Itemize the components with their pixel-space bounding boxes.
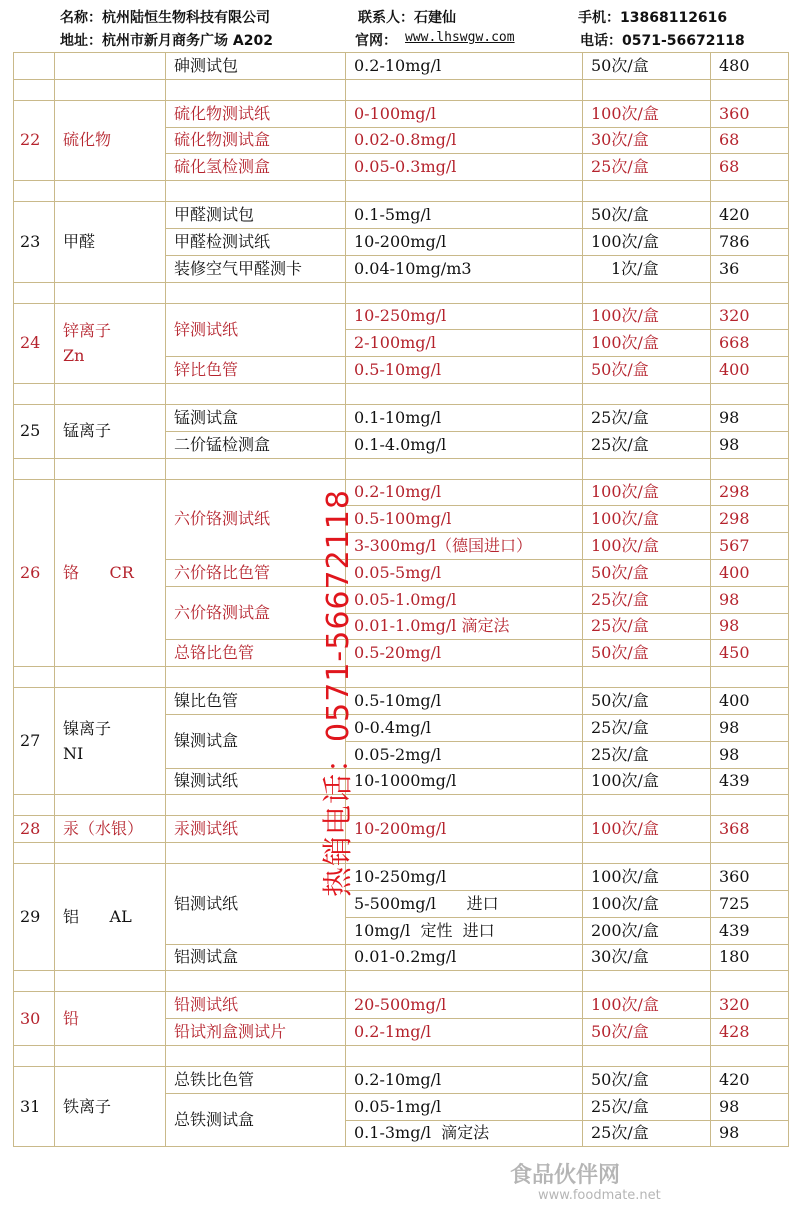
- detection-range: 0.2-10mg/l: [346, 479, 583, 506]
- logo-url: www.foodmate.net: [538, 1188, 661, 1203]
- price: 98: [711, 613, 789, 640]
- price: 420: [711, 1066, 789, 1093]
- table-row: [14, 53, 789, 80]
- item-name: 铁离子: [55, 1066, 166, 1146]
- pack-size: 25次/盒: [583, 741, 711, 768]
- price: 360: [711, 864, 789, 891]
- product-name: 甲醛检测试纸: [166, 228, 346, 255]
- mobile-number: 手机：13868112616: [578, 10, 728, 26]
- product-name: 甲醛测试包: [166, 202, 346, 229]
- price: 68: [711, 127, 789, 154]
- detection-range: 0.02-0.8mg/l: [346, 127, 583, 154]
- price: 68: [711, 154, 789, 181]
- table-row: [14, 100, 789, 127]
- item-number: 29: [14, 864, 55, 971]
- product-name: 锌测试纸: [166, 303, 346, 357]
- price: 360: [711, 100, 789, 127]
- product-name: 硫化物测试纸: [166, 100, 346, 127]
- product-name: 六价铬比色管: [166, 559, 346, 586]
- pack-size: 25次/盒: [583, 1093, 711, 1120]
- item-number: 22: [14, 100, 55, 180]
- product-name: 镍比色管: [166, 688, 346, 715]
- table-row: [14, 688, 789, 715]
- item-name: 铝 AL: [55, 864, 166, 971]
- item-number: 28: [14, 816, 55, 843]
- pack-size: 30次/盒: [583, 127, 711, 154]
- detection-range: 0.5-10mg/l: [346, 688, 583, 715]
- price: 98: [711, 431, 789, 458]
- pack-size: 50次/盒: [583, 202, 711, 229]
- page-header: [0, 0, 800, 52]
- pack-size: 25次/盒: [583, 404, 711, 431]
- product-name: 铅试剂盒测试片: [166, 1019, 346, 1046]
- price: 439: [711, 768, 789, 795]
- item-name: 甲醛: [55, 202, 166, 282]
- spacer-row: [14, 282, 789, 303]
- price: 400: [711, 688, 789, 715]
- price: 420: [711, 202, 789, 229]
- product-name: 总铬比色管: [166, 640, 346, 667]
- item-name-cn: 镍离子: [63, 718, 112, 738]
- item-name-cn: 锌离子: [63, 320, 112, 340]
- item-number: 24: [14, 303, 55, 383]
- table-row: [14, 864, 789, 891]
- product-name: 铝测试纸: [166, 864, 346, 944]
- detection-range: 0.5-10mg/l: [346, 357, 583, 384]
- price: 98: [711, 714, 789, 741]
- table-row: [14, 404, 789, 431]
- product-name: 汞测试纸: [166, 816, 346, 843]
- item-name: 锰离子: [55, 404, 166, 458]
- hotline-watermark: [312, 489, 358, 897]
- logo-text: 食品伙伴网: [510, 1163, 621, 1188]
- price: 786: [711, 228, 789, 255]
- spacer-row: [14, 843, 789, 864]
- detection-range: 0.2-10mg/l: [346, 1066, 583, 1093]
- item-name: 汞（水银）: [55, 816, 166, 843]
- pack-size: 100次/盒: [583, 506, 711, 533]
- price: 320: [711, 992, 789, 1019]
- company-name: 名称：杭州陆恒生物科技有限公司: [60, 10, 270, 26]
- phone-number: 电话：0571-56672118: [580, 33, 745, 49]
- product-name: 铝测试盒: [166, 944, 346, 971]
- pack-size: 100次/盒: [583, 479, 711, 506]
- detection-range: 0-0.4mg/l: [346, 714, 583, 741]
- table-row: [14, 816, 789, 843]
- product-name: 硫化物测试盒: [166, 127, 346, 154]
- price: 98: [711, 586, 789, 613]
- detection-range: 0.2-1mg/l: [346, 1019, 583, 1046]
- table-row: [14, 992, 789, 1019]
- company-address: 地址：杭州市新月商务广场 A202: [60, 33, 273, 49]
- pack-size: 25次/盒: [583, 613, 711, 640]
- detection-range: 0.1-3mg/l 滴定法: [346, 1120, 583, 1147]
- pack-size: 50次/盒: [583, 640, 711, 667]
- product-name: 装修空气甲醛测卡: [166, 255, 346, 282]
- price: 439: [711, 917, 789, 944]
- price: 98: [711, 404, 789, 431]
- spacer-row: [14, 1045, 789, 1066]
- spacer-row: [14, 79, 789, 100]
- pack-size: 50次/盒: [583, 1066, 711, 1093]
- product-name: 总铁测试盒: [166, 1093, 346, 1147]
- detection-range: 0.1-5mg/l: [346, 202, 583, 229]
- item-number: 23: [14, 202, 55, 282]
- price: 98: [711, 741, 789, 768]
- price: 320: [711, 303, 789, 330]
- pack-size: 1次/盒: [583, 255, 711, 282]
- item-name: [55, 303, 166, 383]
- hotline-text: 热销电话：0571-56672118: [321, 489, 356, 897]
- product-name: 总铁比色管: [166, 1066, 346, 1093]
- product-name: 硫化氢检测盒: [166, 154, 346, 181]
- detection-range: 0.5-100mg/l: [346, 506, 583, 533]
- detection-range: 0.2-10mg/l: [346, 53, 583, 80]
- spacer-row: [14, 383, 789, 404]
- price: 480: [711, 53, 789, 80]
- pack-size: 100次/盒: [583, 533, 711, 560]
- detection-range: 0.05-1.0mg/l: [346, 586, 583, 613]
- product-name: 六价铬测试纸: [166, 479, 346, 559]
- detection-range: 10-200mg/l: [346, 816, 583, 843]
- detection-range: 20-500mg/l: [346, 992, 583, 1019]
- detection-range: 0.05-0.3mg/l: [346, 154, 583, 181]
- detection-range: 0.05-1mg/l: [346, 1093, 583, 1120]
- contact-person: 联系人：石建仙: [358, 10, 456, 26]
- pack-size: 25次/盒: [583, 1120, 711, 1147]
- pack-size: 50次/盒: [583, 53, 711, 80]
- pack-size: 25次/盒: [583, 431, 711, 458]
- pack-size: 100次/盒: [583, 228, 711, 255]
- pack-size: 25次/盒: [583, 714, 711, 741]
- price: 668: [711, 330, 789, 357]
- product-name: 锰测试盒: [166, 404, 346, 431]
- item-symbol: Zn: [63, 346, 85, 366]
- detection-range: 10-250mg/l: [346, 303, 583, 330]
- pack-size: 100次/盒: [583, 303, 711, 330]
- detection-range: 10mg/l 定性 进口: [346, 917, 583, 944]
- pack-size: 200次/盒: [583, 917, 711, 944]
- price: 400: [711, 559, 789, 586]
- price: 567: [711, 533, 789, 560]
- detection-range: 0.04-10mg/m3: [346, 255, 583, 282]
- item-name: 铅: [55, 992, 166, 1046]
- pack-size: 100次/盒: [583, 890, 711, 917]
- spacer-row: [14, 181, 789, 202]
- detection-range: 10-200mg/l: [346, 228, 583, 255]
- website-link[interactable]: www.lhswgw.com: [405, 30, 515, 45]
- product-name: 砷测试包: [166, 53, 346, 80]
- item-name: [55, 688, 166, 795]
- detection-range: 0-100mg/l: [346, 100, 583, 127]
- website-label: 官网：: [355, 33, 397, 49]
- pack-size: 100次/盒: [583, 816, 711, 843]
- price: 298: [711, 479, 789, 506]
- detection-range: 2-100mg/l: [346, 330, 583, 357]
- product-name: 二价锰检测盒: [166, 431, 346, 458]
- detection-range: 0.01-0.2mg/l: [346, 944, 583, 971]
- pack-size: 50次/盒: [583, 1019, 711, 1046]
- detection-range: 10-250mg/l: [346, 864, 583, 891]
- table-row: [14, 303, 789, 330]
- item-number: 31: [14, 1066, 55, 1146]
- price: 298: [711, 506, 789, 533]
- product-name: 六价铬测试盒: [166, 586, 346, 640]
- detection-range: 5-500mg/l 进口: [346, 890, 583, 917]
- price-table: [13, 52, 789, 1147]
- pack-size: 50次/盒: [583, 357, 711, 384]
- price: 98: [711, 1093, 789, 1120]
- pack-size: 25次/盒: [583, 154, 711, 181]
- item-number: 26: [14, 479, 55, 667]
- spacer-row: [14, 795, 789, 816]
- product-name: 镍测试纸: [166, 768, 346, 795]
- pack-size: 100次/盒: [583, 100, 711, 127]
- foodmate-logo-watermark: [500, 1156, 800, 1216]
- spacer-row: [14, 971, 789, 992]
- pack-size: 30次/盒: [583, 944, 711, 971]
- price: 428: [711, 1019, 789, 1046]
- product-name: 锌比色管: [166, 357, 346, 384]
- item-number: 27: [14, 688, 55, 795]
- pack-size: 100次/盒: [583, 992, 711, 1019]
- pack-size: 50次/盒: [583, 688, 711, 715]
- table-row: [14, 1066, 789, 1093]
- product-name: 镍测试盒: [166, 714, 346, 768]
- price: 180: [711, 944, 789, 971]
- table-row: [14, 202, 789, 229]
- detection-range: 3-300mg/l（德国进口）: [346, 533, 583, 560]
- detection-range: 0.1-10mg/l: [346, 404, 583, 431]
- price: 400: [711, 357, 789, 384]
- item-name: 硫化物: [55, 100, 166, 180]
- pack-size: 100次/盒: [583, 768, 711, 795]
- detection-range: 0.05-5mg/l: [346, 559, 583, 586]
- table-row: [14, 479, 789, 506]
- item-name: 铬 CR: [55, 479, 166, 667]
- pack-size: 100次/盒: [583, 864, 711, 891]
- price: 368: [711, 816, 789, 843]
- price: 98: [711, 1120, 789, 1147]
- price: 725: [711, 890, 789, 917]
- pack-size: 50次/盒: [583, 559, 711, 586]
- detection-range: 0.05-2mg/l: [346, 741, 583, 768]
- pack-size: 100次/盒: [583, 330, 711, 357]
- detection-range: 0.1-4.0mg/l: [346, 431, 583, 458]
- detection-range: 10-1000mg/l: [346, 768, 583, 795]
- item-symbol: NI: [63, 744, 84, 764]
- price: 450: [711, 640, 789, 667]
- item-number: 30: [14, 992, 55, 1046]
- price: 36: [711, 255, 789, 282]
- spacer-row: [14, 667, 789, 688]
- spacer-row: [14, 458, 789, 479]
- product-name: 铅测试纸: [166, 992, 346, 1019]
- detection-range: 0.01-1.0mg/l 滴定法: [346, 613, 583, 640]
- detection-range: 0.5-20mg/l: [346, 640, 583, 667]
- pack-size: 25次/盒: [583, 586, 711, 613]
- item-number: 25: [14, 404, 55, 458]
